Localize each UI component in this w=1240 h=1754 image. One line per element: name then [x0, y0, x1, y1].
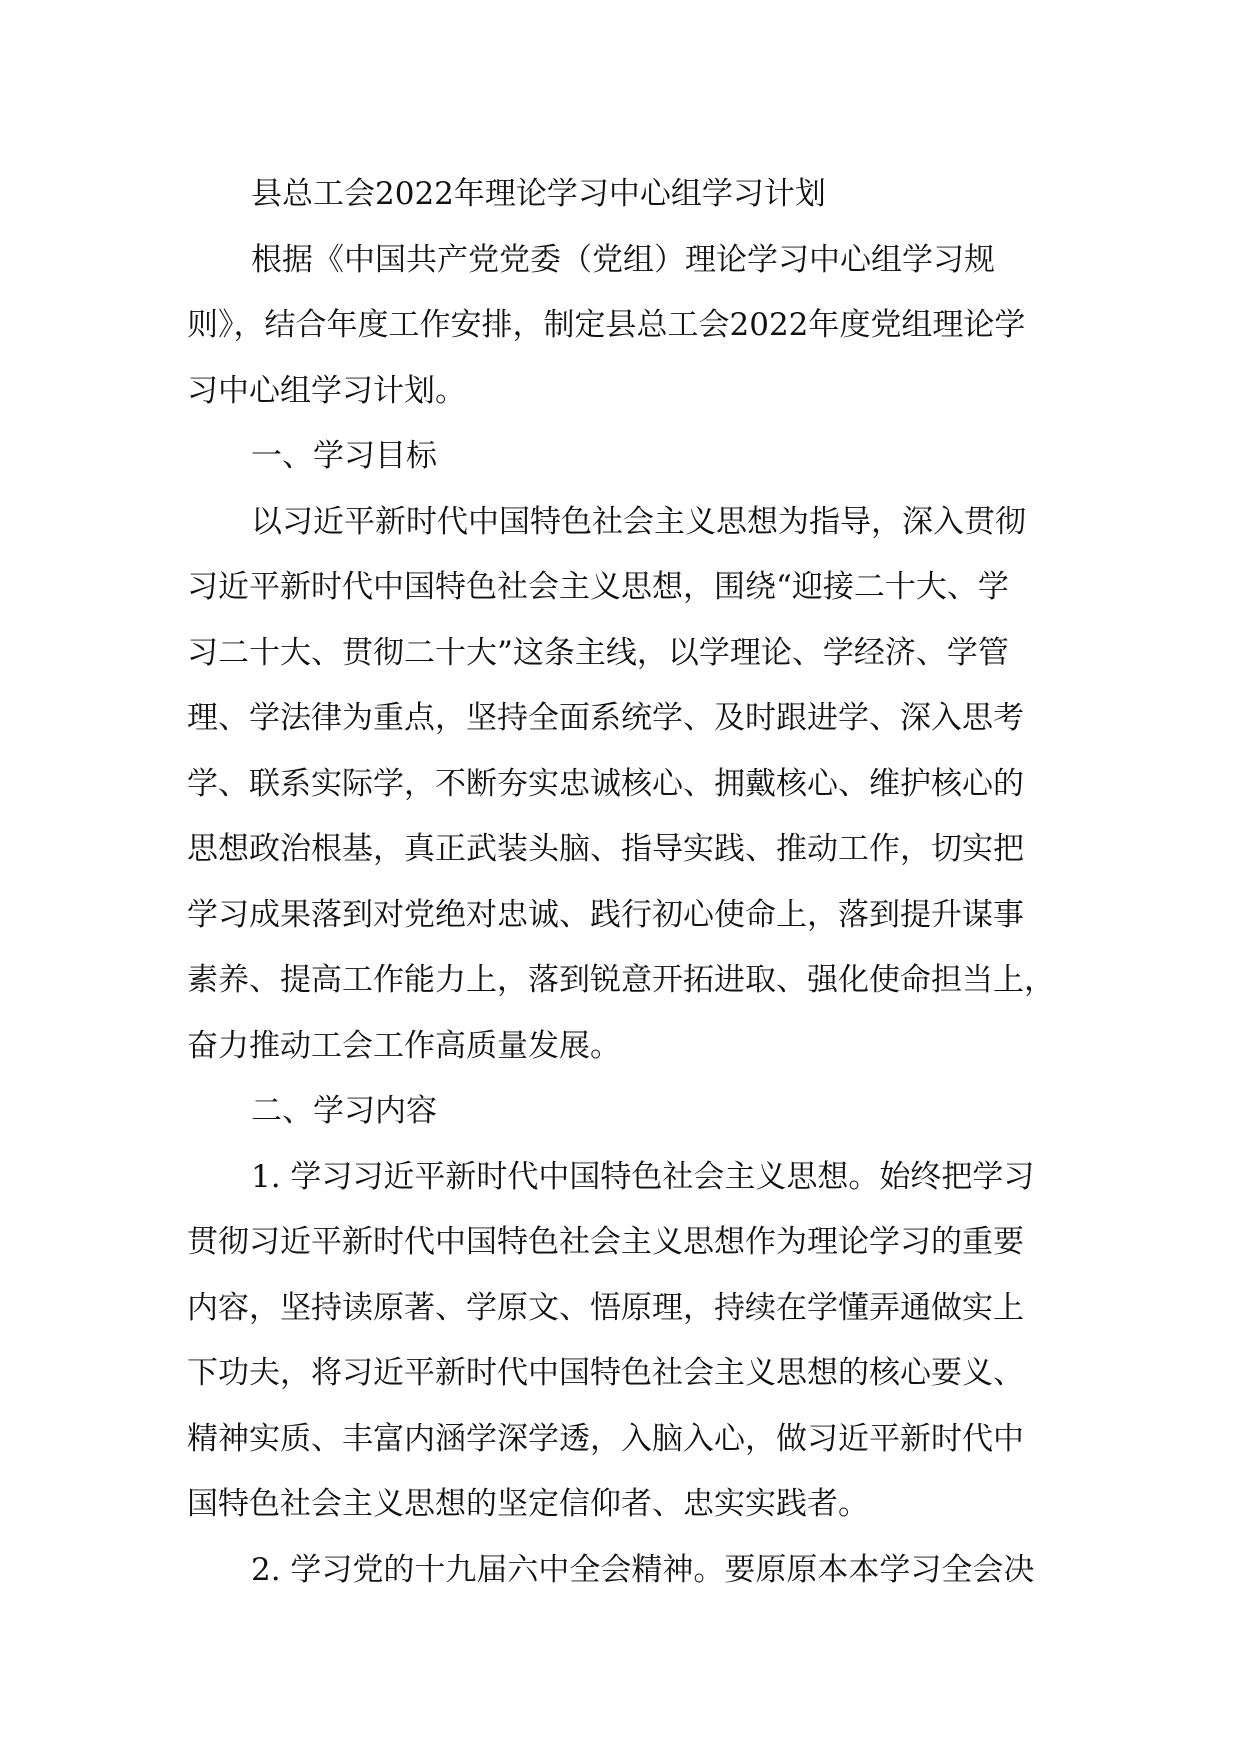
goals-line: 素养、提高工作能力上，落到锐意开拓进取、强化使命担当上，	[187, 962, 1055, 998]
goals-line: 学习成果落到对党绝对忠诚、践行初心使命上，落到提升谋事	[187, 896, 1024, 933]
intro-line: 习中心组学习计划。	[187, 372, 466, 409]
section-heading-goals: 一、学习目标	[251, 438, 437, 474]
goals-line: 习近平新时代中国特色社会主义思想，围绕“迎接二十大、学	[187, 569, 1009, 605]
item1-line: 贯彻习近平新时代中国特色社会主义思想作为理论学习的重要	[187, 1224, 1024, 1260]
item1-line: 内容，坚持读原著、学原文、悟原理，持续在学懂弄通做实上	[187, 1289, 1024, 1326]
goals-line: 习二十大、贯彻二十大”这条主线，以学理论、学经济、学管	[187, 634, 1009, 671]
item1-line: 精神实质、丰富内涵学深学透，入脑入心，做习近平新时代中	[187, 1420, 1024, 1457]
goals-line: 奋力推动工会工作高质量发展。	[187, 1027, 621, 1064]
document-title: 县总工会2022年理论学习中心组学习计划	[251, 176, 826, 212]
goals-line: 思想政治根基，真正武装头脑、指导实践、推动工作，切实把	[187, 831, 1024, 867]
document-body	[187, 162, 1067, 1603]
item1-line: 下功夫，将习近平新时代中国特色社会主义思想的核心要义、	[187, 1355, 1024, 1391]
intro-line: 则》，结合年度工作安排，制定县总工会2022年度党组理论学	[187, 307, 1026, 343]
item2-line: 2. 学习党的十九届六中全会精神。要原原本本学习全会决	[251, 1551, 1035, 1588]
item1-line: 国特色社会主义思想的坚定信仰者、忠实实践者。	[187, 1486, 869, 1522]
goals-line: 以习近平新时代中国特色社会主义思想为指导，深入贯彻	[251, 503, 1026, 540]
intro-line: 根据《中国共产党党委（党组）理论学习中心组学习规	[251, 241, 995, 278]
section-heading-content: 二、学习内容	[251, 1093, 437, 1129]
goals-line: 学、联系实际学，不断夯实忠诚核心、拥戴核心、维护核心的	[187, 765, 1024, 802]
item1-line: 1. 学习习近平新时代中国特色社会主义思想。始终把学习	[251, 1158, 1035, 1195]
goals-line: 理、学法律为重点，坚持全面系统学、及时跟进学、深入思考	[187, 700, 1024, 736]
